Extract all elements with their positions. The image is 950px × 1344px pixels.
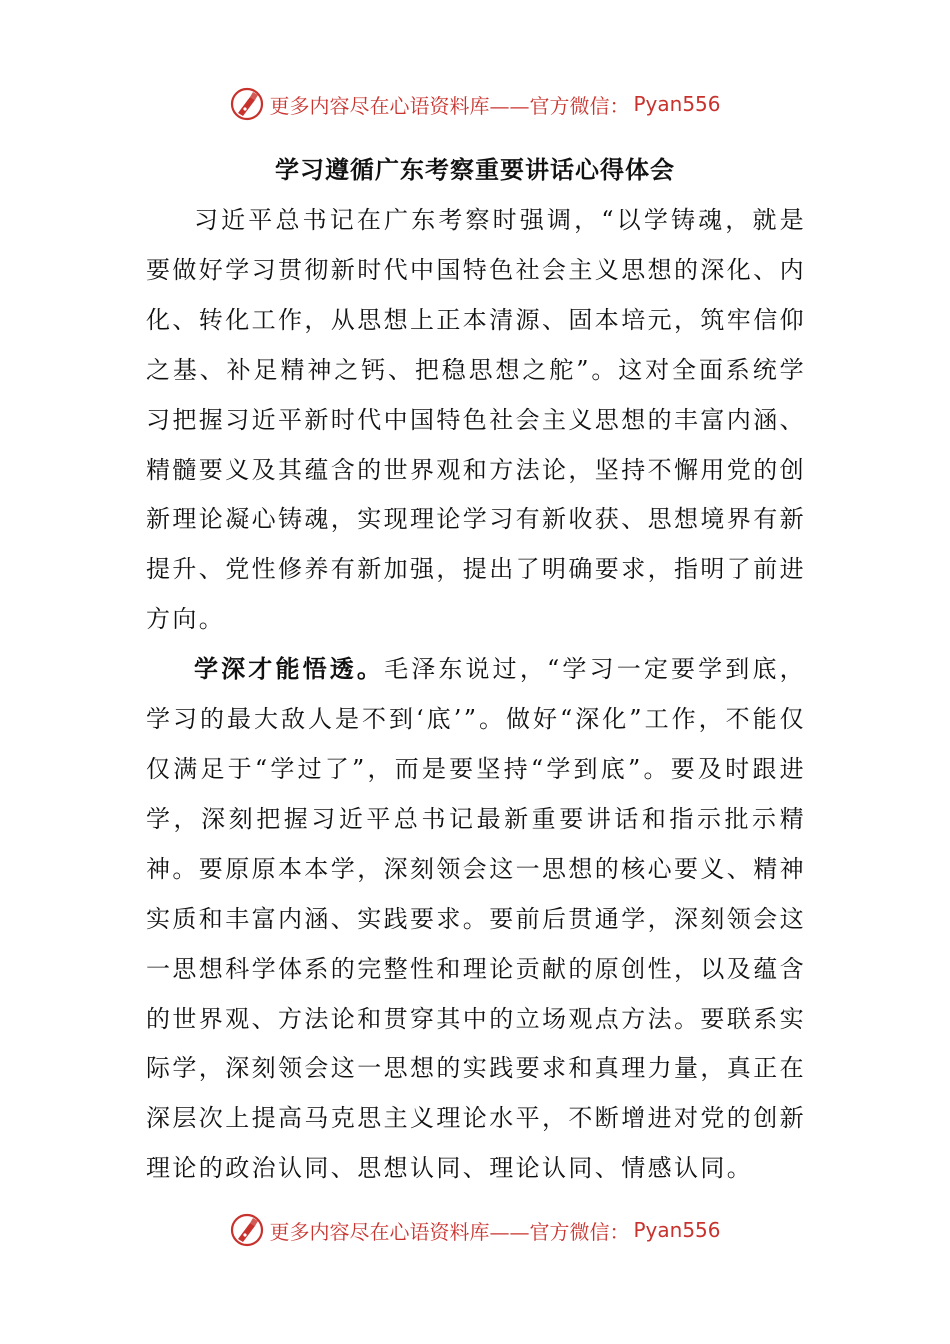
document-title: 学习遵循广东考察重要讲话心得体会 [275,156,675,184]
watermark-text: 更多内容尽在心语资料库——官方微信： [269,93,630,118]
paragraph-study-deep [146,645,806,1194]
watermark-text: 更多内容尽在心语资料库——官方微信： [269,1219,630,1244]
header-watermark [0,86,950,122]
paragraph-lead-heading: 学深才能悟透。 [194,655,385,684]
watermark-wechat-id: Pyan556 [633,92,721,116]
watermark-wechat-id: Pyan556 [633,1218,721,1242]
footer-watermark [0,1212,950,1248]
paragraph-intro: 习近平总书记在广东考察时强调，“以学铸魂，就是要做好学习贯彻新时代中国特色社会主义思想的深化、内化、转化工作，从思想上正本清源、固本培元，筑牢信仰之基、补足精神之钙、把稳思想之舵”。这对全面系统学习把握习近平新时代中国特色社会主义思想的丰富内涵、精髓要义及其蕴含的世界观和方法论，坚持不懈用党的创新理论凝心铸魂，实现理论学习有新收获、思想境界有新提升、党性修养有新加强，提出了明确要求，指明了前进方向。 [146,206,806,634]
pen-nib-logo-icon [229,86,265,122]
document-body [146,196,806,1194]
pen-nib-logo-icon [229,1212,265,1248]
paragraph-body-text: 毛泽东说过，“学习一定要学到底，学习的最大敌人是不到‘底’”。做好“深化”工作，不能仅仅满足于“学过了”，而是要坚持“学到底”。要及时跟进学，深刻把握习近平总书记最新重要讲话和指示批示精神。要原原本本学，深刻领会这一思想的核心要义、精神实质和丰富内涵、实践要求。要前后贯通学，深刻领会这一思想科学体系的完整性和理论贡献的原创性，以及蕴含的世界观、方法论和贯穿其中的立场观点方法。要联系实际学，深刻领会这一思想的实践要求和真理力量，真正在深层次上提高马克思主义理论水平，不断增进对党的创新理论的政治认同、思想认同、理论认同、情感认同。 [146,655,806,1183]
